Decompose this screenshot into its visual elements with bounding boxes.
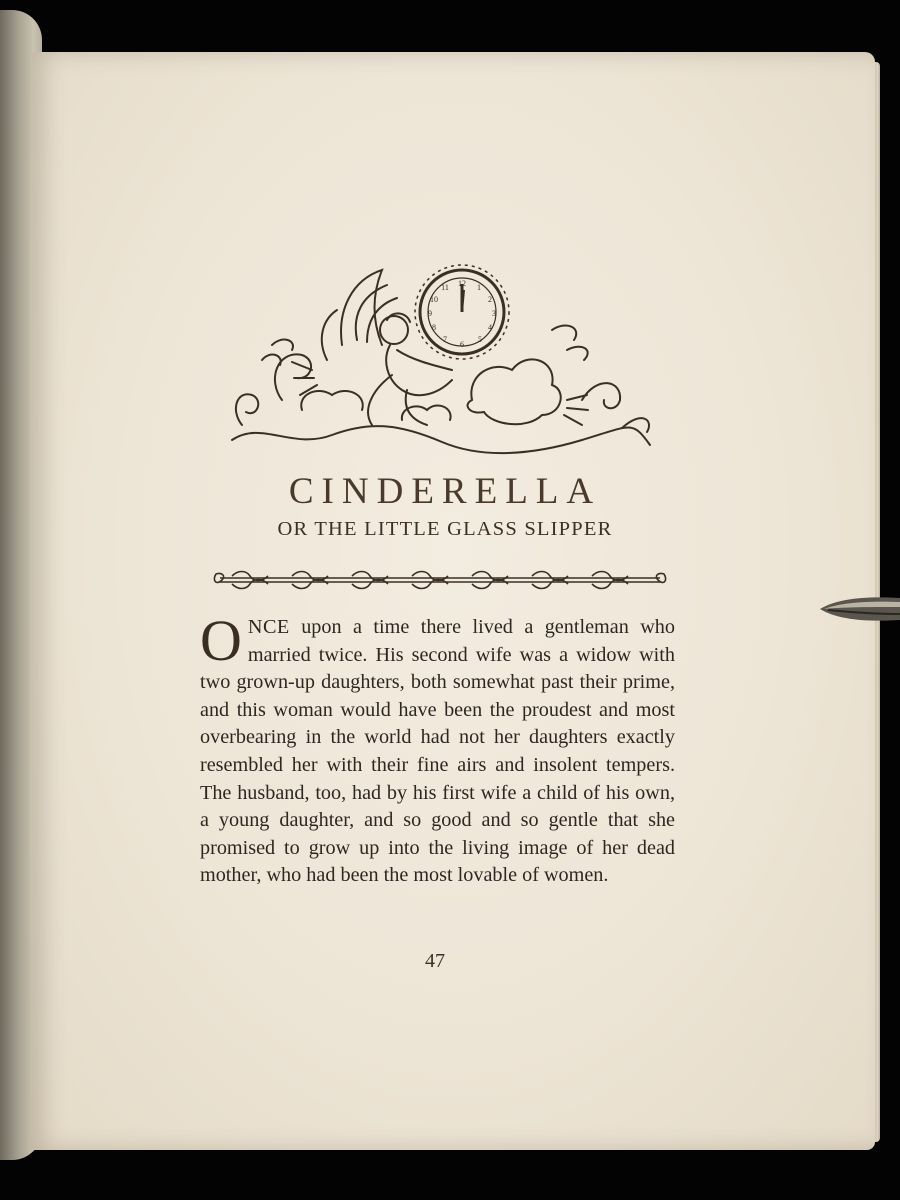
- svg-text:7: 7: [443, 335, 447, 344]
- story-title: CINDERELLA: [288, 471, 602, 512]
- page-clip: [818, 592, 900, 626]
- drop-cap: O: [200, 608, 242, 673]
- svg-text:6: 6: [460, 340, 464, 349]
- cherub-clock-illustration: [222, 250, 658, 468]
- svg-text:9: 9: [428, 309, 432, 318]
- svg-text:10: 10: [430, 295, 438, 304]
- svg-text:11: 11: [441, 283, 449, 292]
- paragraph-text: upon a time there lived a gentleman who married twice. His second wife was a widow with two grown-up daughters, both somewhat past their prime, and this woman would have been the proudest and most overbearing in the world had not her daughters exactly resembled her with their fine airs and insolent tempers. The husband, too, had by his first wife a child of his own, a young daughter, and so good and so gentle that she promised to grow up into the living image of her dead mother, who had been the most lovable of women.: [200, 616, 675, 887]
- svg-text:2: 2: [488, 295, 492, 304]
- svg-text:3: 3: [492, 309, 496, 318]
- story-paragraph: [200, 608, 675, 890]
- decorative-divider: [212, 566, 668, 596]
- svg-text:12: 12: [458, 279, 466, 288]
- first-word-smallcaps: NCE: [247, 616, 290, 638]
- svg-text:4: 4: [488, 323, 492, 332]
- page-number: 47: [425, 950, 445, 972]
- svg-text:1: 1: [477, 283, 481, 292]
- book-page: [30, 52, 875, 1150]
- svg-text:8: 8: [432, 323, 436, 332]
- story-subtitle: OR THE LITTLE GLASS SLIPPER: [277, 518, 613, 540]
- svg-text:5: 5: [478, 335, 482, 344]
